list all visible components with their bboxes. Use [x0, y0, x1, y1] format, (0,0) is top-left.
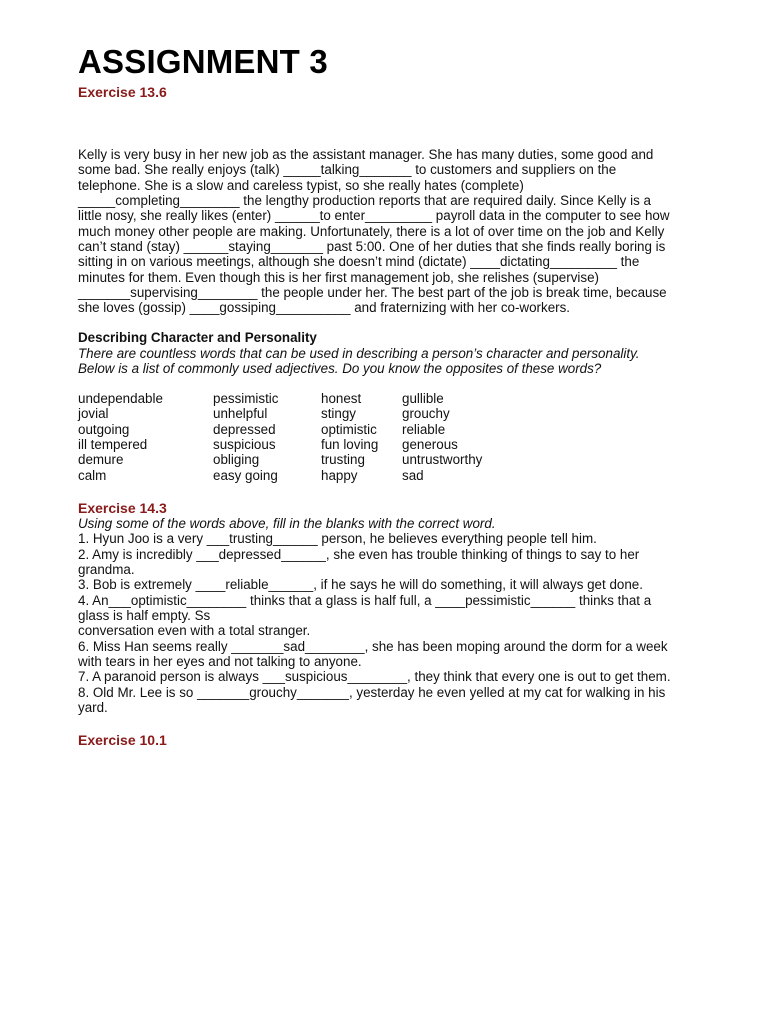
paragraph-line: little nosy, she really likes (enter) ______to enter_________ payroll data in the computer to see how	[78, 208, 670, 224]
adjective-word: reliable	[402, 421, 446, 437]
paragraph-line: Kelly is very busy in her new job as the assistant manager. She has many duties, some good and	[78, 147, 654, 162]
adjective-word: easy going	[213, 467, 278, 483]
adjective-word: untrustworthy	[402, 452, 483, 468]
adjective-word: obliging	[213, 452, 260, 468]
adjective-word: unhelpful	[213, 406, 268, 422]
paragraph-line: telephone. She is a slow and careless typist, so she really hates (complete)	[78, 177, 524, 193]
adjective-word: gullible	[402, 391, 444, 406]
paragraph-line: some bad. She really enjoys (talk) _____talking_______ to customers and suppliers on the	[78, 162, 617, 178]
paragraph-line: she loves (gossip) ____gossiping__________ and fraternizing with her co-workers.	[78, 300, 571, 316]
question-line: 8. Old Mr. Lee is so _______grouchy_______, yesterday he even yelled at my cat for walking in his	[78, 684, 666, 700]
question-line: grandma.	[78, 562, 135, 578]
adjective-word: calm	[78, 467, 107, 483]
intro-line: Below is a list of commonly used adjectives. Do you know the opposites of these words?	[78, 361, 602, 377]
adjective-word: undependable	[78, 391, 163, 406]
exercise-14-3-questions	[78, 516, 718, 715]
exercise-13-6-heading: Exercise 13.6	[78, 84, 167, 100]
adjective-word: generous	[402, 437, 458, 453]
question-line: 1. Hyun Joo is a very ___trusting______ person, he believes everything people tell him.	[78, 531, 597, 547]
adjective-word: outgoing	[78, 421, 130, 437]
question-line: glass is half empty. Ss	[78, 608, 211, 624]
adjective-column	[78, 391, 163, 483]
adjective-word: jovial	[78, 406, 109, 422]
character-heading: Describing Character and Personality	[78, 330, 317, 345]
question-line: 6. Miss Han seems really _______sad________, she has been moping around the dorm for a week	[78, 638, 668, 654]
adjective-word: sad	[402, 467, 424, 483]
page-title: ASSIGNMENT 3	[78, 43, 328, 80]
adjective-word: ill tempered	[78, 437, 148, 453]
question-line: 4. An___optimistic________ thinks that a glass is half full, a ____pessimistic______ thinks that a	[78, 592, 652, 608]
question-line: yard.	[78, 700, 108, 716]
adjective-word: honest	[321, 391, 362, 406]
exercise-13-6-paragraph	[78, 147, 710, 316]
question-line: 2. Amy is incredibly ___depressed______, she even has trouble thinking of things to say to her	[78, 546, 640, 562]
adjective-word: demure	[78, 452, 124, 468]
adjective-word: pessimistic	[213, 391, 279, 406]
exercise-10-1-heading: Exercise 10.1	[78, 732, 167, 748]
adjective-word: stingy	[321, 406, 356, 422]
question-line: with tears in her eyes and not talking to anyone.	[78, 654, 362, 670]
adjective-word: fun loving	[321, 437, 379, 453]
adjective-column	[321, 391, 378, 483]
exercise-instructions: Using some of the words above, fill in the blanks with the correct word.	[78, 516, 496, 531]
paragraph-line: sitting in on various meetings, although she doesn’t mind (dictate) ____dictating_________ the	[78, 254, 640, 270]
adjective-column	[402, 391, 482, 483]
exercise-14-3-heading: Exercise 14.3	[78, 500, 167, 516]
adjective-word: trusting	[321, 452, 365, 468]
adjective-column	[213, 391, 278, 483]
adjective-word: optimistic	[321, 421, 377, 437]
paragraph-line: _______supervising________ the people under her. The best part of the job is break time, because	[78, 285, 667, 301]
adjective-word: grouchy	[402, 406, 450, 422]
paragraph-line: _____completing________ the lengthy production reports that are required daily. Since Kelly is a	[78, 193, 651, 209]
adjective-word: happy	[321, 467, 358, 483]
adjective-word: depressed	[213, 421, 276, 437]
question-line: 3. Bob is extremely ____reliable______, if he says he will do something, it will always get done.	[78, 577, 643, 593]
paragraph-line: much money other people are making. Unfortunately, there is a lot of over time on the job and Kelly	[78, 223, 665, 239]
adjective-word: suspicious	[213, 437, 276, 453]
paragraph-line: can’t stand (stay) ______staying_______ past 5:00. One of her duties that she finds really boring is	[78, 239, 666, 255]
intro-line: There are countless words that can be used in describing a person’s character and personality.	[78, 346, 640, 361]
paragraph-line: minutes for them. Even though this is her first management job, she relishes (supervise)	[78, 269, 599, 285]
question-line: conversation even with a total stranger.	[78, 623, 311, 639]
character-intro	[78, 346, 710, 377]
question-line: 7. A paranoid person is always ___suspicious________, they think that every one is out to get them.	[78, 669, 671, 685]
